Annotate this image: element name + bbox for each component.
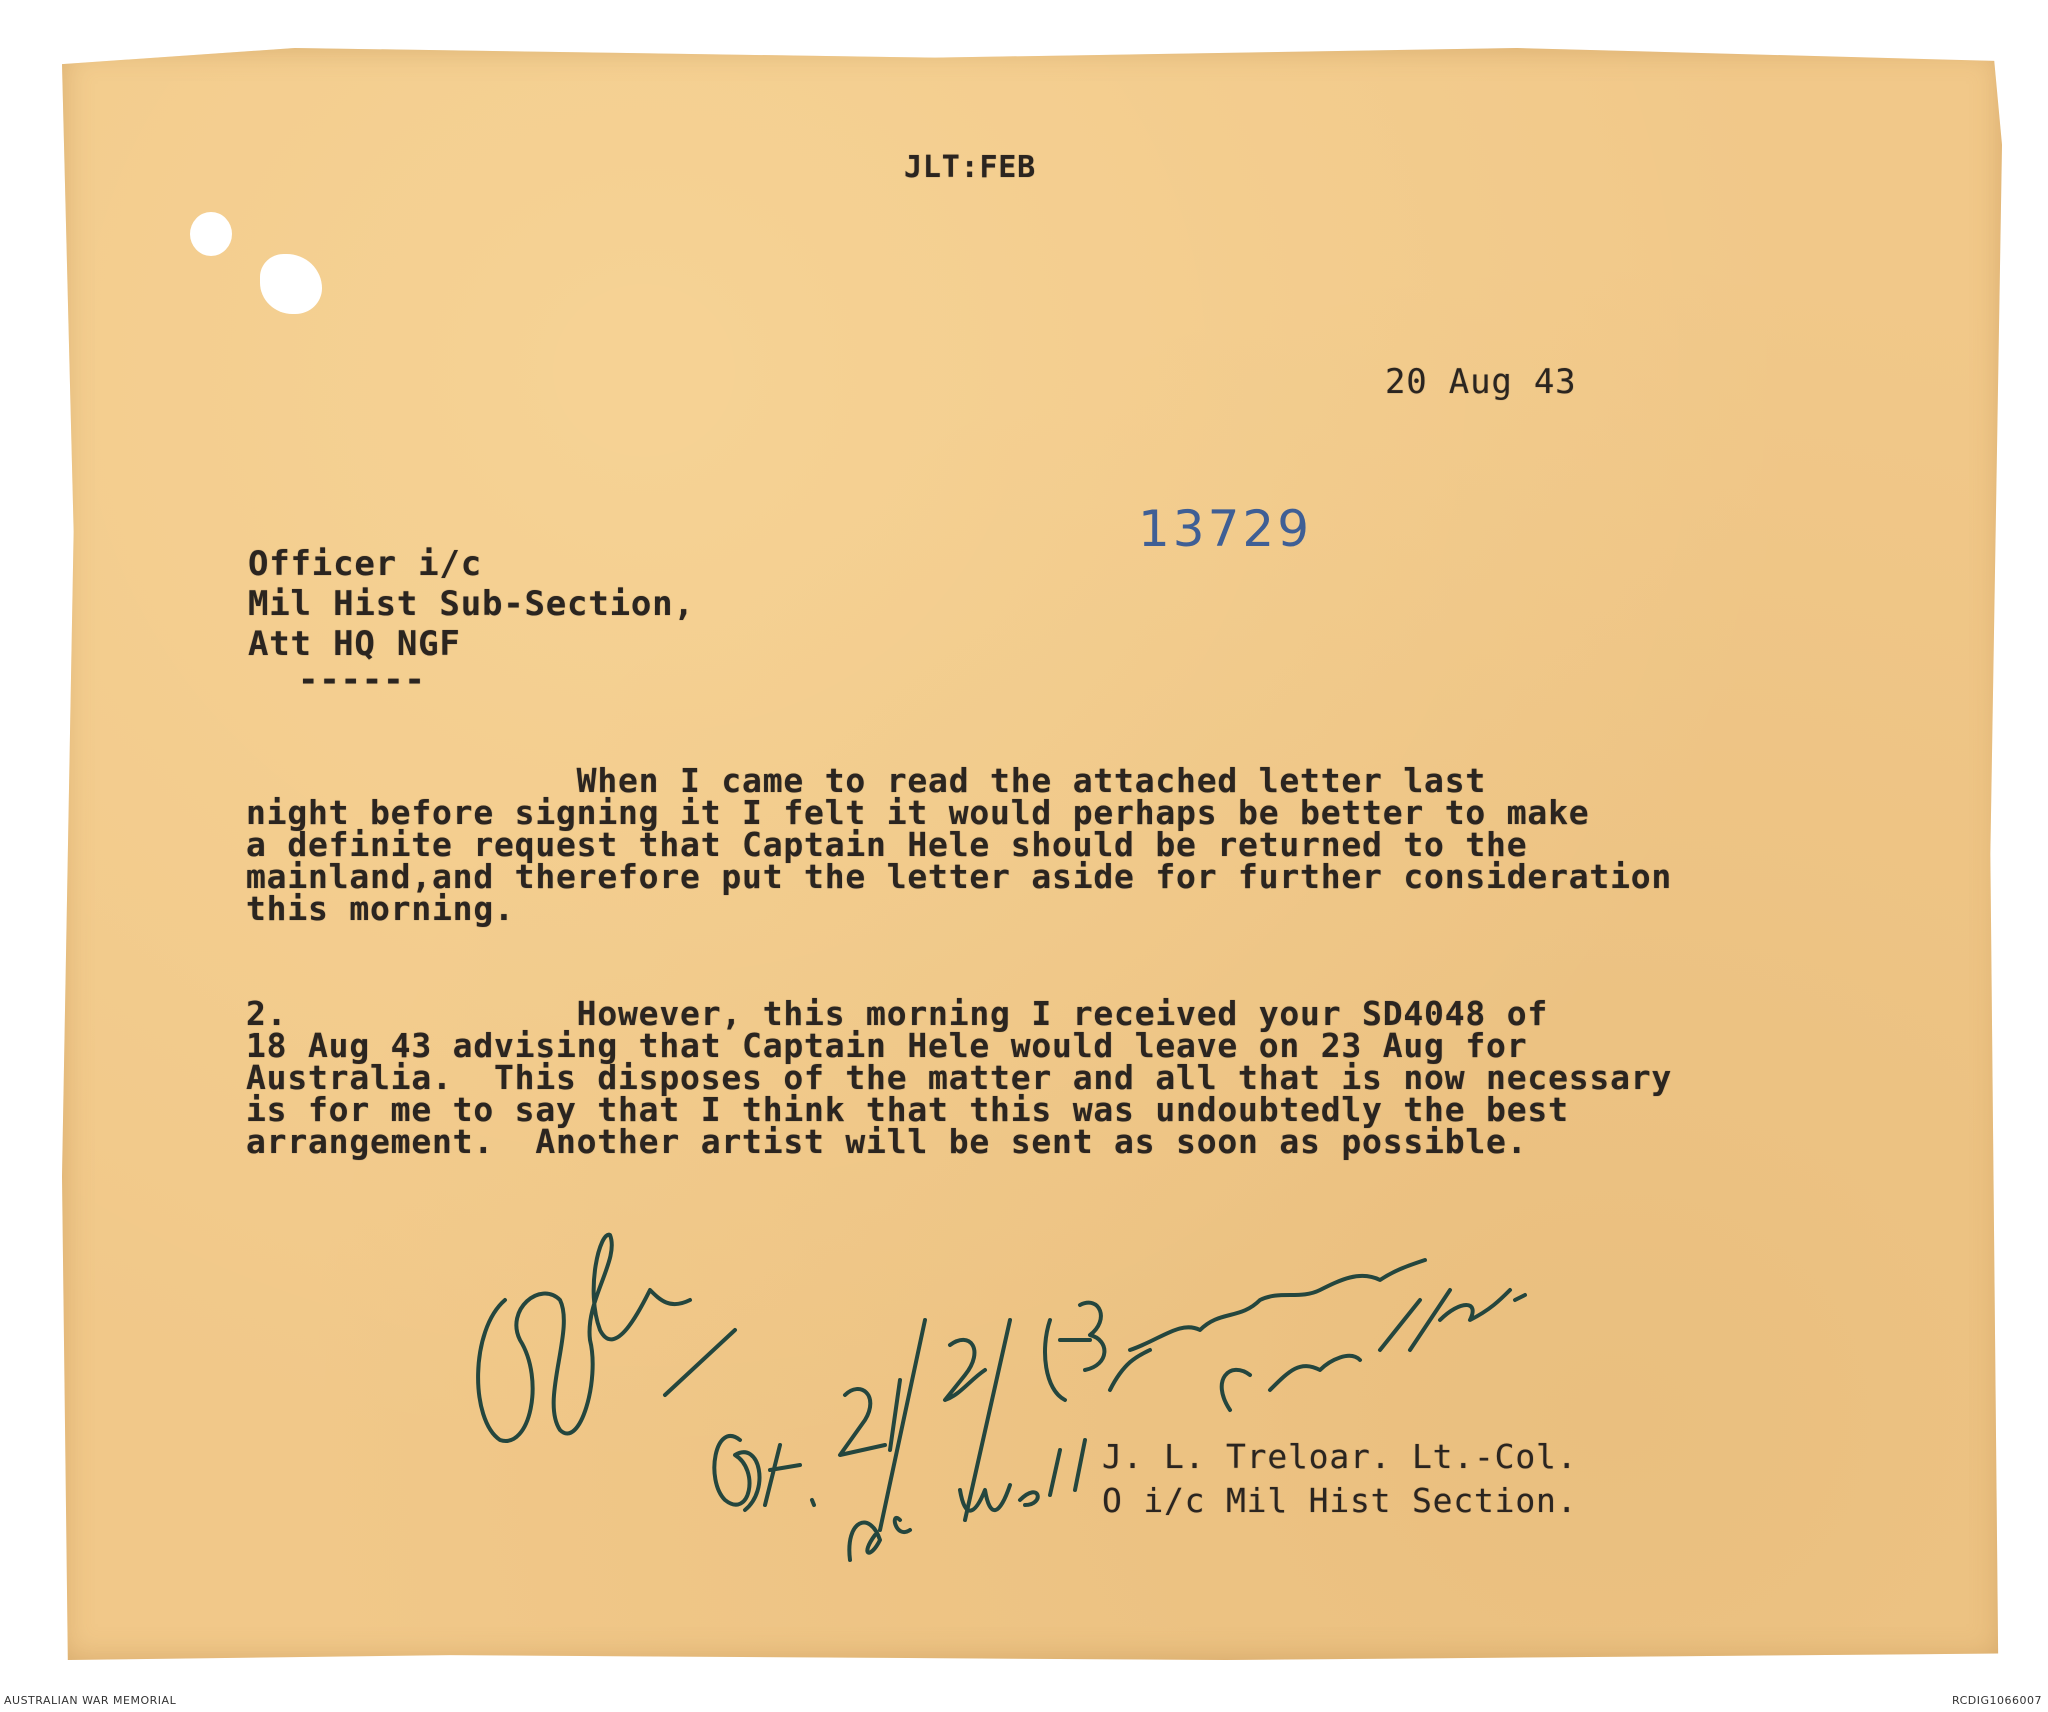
signatory-name: J. L. Treloar. Lt.-Col.: [1102, 1437, 1578, 1476]
addressee-line-3: Att HQ NGF: [248, 624, 461, 664]
initials-signature: [478, 1235, 690, 1441]
reference-code: JLT:FEB: [904, 150, 1037, 185]
archive-id: RCDIG1066007: [1951, 1694, 2042, 1707]
letter-date: 20 Aug 43: [1385, 362, 1577, 402]
archive-credit: AUSTRALIAN WAR MEMORIAL: [4, 1694, 177, 1707]
handwritten-note-captain-hele: [1110, 1260, 1525, 1410]
paragraph-2-line-1: 2. However, this morning I received your SD4048 of: [246, 994, 1549, 1033]
registry-stamp-number: 13729: [1138, 500, 1313, 558]
paragraph-1-line-2: night before signing it I felt it would perhaps be better to make: [246, 793, 1590, 832]
paragraph-2-line-4: is for me to say that I think that this was undoubtedly the best: [246, 1090, 1569, 1129]
paragraph-1-line-3: a definite request that Captain Hele should be returned to the: [246, 825, 1528, 864]
handwritten-note-bf-date: [714, 1303, 1104, 1530]
addressee-underline: ------: [298, 660, 426, 700]
slash-mark: [665, 1330, 735, 1395]
paragraph-1-line-4: mainland,and therefore put the letter aside for further consideration: [246, 857, 1673, 896]
paragraph-1-line-1: When I came to read the attached letter last: [246, 761, 1487, 800]
paragraph-2-line-2: 18 Aug 43 advising that Captain Hele would leave on 23 Aug for: [246, 1026, 1528, 1065]
addressee-line-1: Officer i/c: [248, 544, 482, 584]
signatory-title: O i/c Mil Hist Section.: [1102, 1481, 1578, 1520]
paragraph-2-line-3: Australia. This disposes of the matter and all that is now necessary: [246, 1058, 1673, 1097]
paragraph-2-line-5: arrangement. Another artist will be sent as soon as possible.: [246, 1122, 1528, 1161]
paragraph-1-line-5: this morning.: [246, 889, 515, 928]
addressee-line-2: Mil Hist Sub-Section,: [248, 584, 695, 624]
